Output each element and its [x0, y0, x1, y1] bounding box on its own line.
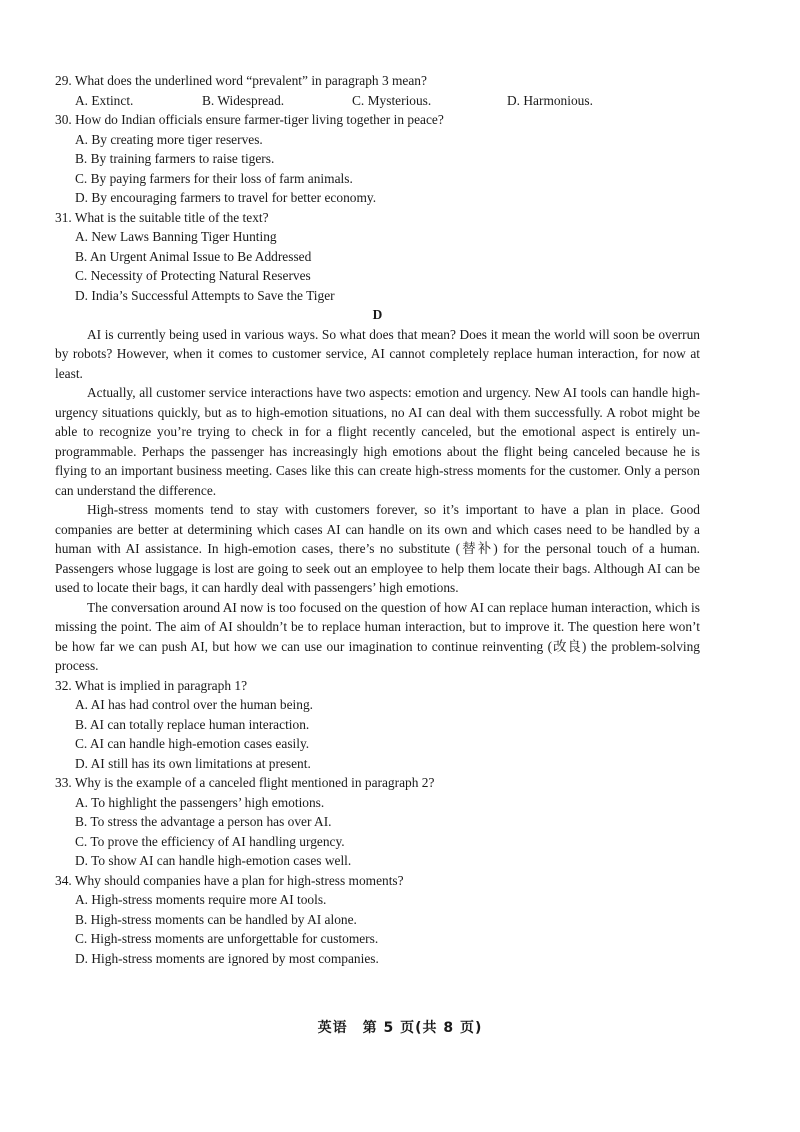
- option-b: B. AI can totally replace human interaction.: [75, 716, 310, 732]
- option-a: A. By creating more tiger reserves.: [75, 131, 263, 147]
- option-a: A. Extinct.: [75, 92, 134, 108]
- option-b: B. An Urgent Animal Issue to Be Addressed: [75, 248, 312, 264]
- question-stem: 29. What does the underlined word “prevalent” in paragraph 3 mean?: [55, 73, 427, 88]
- reading-passage: [55, 325, 700, 676]
- option-d: D. High-stress moments are ignored by most companies.: [75, 950, 379, 966]
- option-d: D. By encouraging farmers to travel for better economy.: [75, 190, 377, 205]
- passage-paragraph-1: AI is currently being used in various ways. So what does that mean? Does it mean the world will soon be overrun by robots? However, when it comes to customer service, AI cannot completely replace human interaction, for now at least.: [55, 326, 700, 381]
- option-c: C. AI can handle high-emotion cases easily.: [75, 736, 310, 751]
- option-d: D. To show AI can handle high-emotion cases well.: [75, 853, 352, 868]
- option-a: A. To highlight the passengers’ high emotions.: [75, 794, 325, 810]
- option-a: A. High-stress moments require more AI tools.: [75, 892, 327, 907]
- question-stem: 33. Why is the example of a canceled flight mentioned in paragraph 2?: [55, 775, 435, 790]
- question-33: [55, 773, 700, 871]
- question-stem: 34. Why should companies have a plan for high-stress moments?: [55, 872, 404, 888]
- option-b: B. High-stress moments can be handled by AI alone.: [75, 911, 357, 927]
- option-d: D. India’s Successful Attempts to Save the Tiger: [75, 287, 335, 303]
- option-c: C. High-stress moments are unforgettable for customers.: [75, 931, 379, 946]
- passage-paragraph-4: The conversation around AI now is too focused on the question of how AI can replace human interaction, which is missing the point. The aim of AI shouldn’t be to replace human interaction, but to improve it. The question here won’t be how far we can push AI, but how we can use our imagination to continue reinventing (改良) the problem-solving process.: [55, 599, 700, 673]
- option-c: C. By paying farmers for their loss of farm animals.: [75, 170, 353, 186]
- passage-paragraph-2: Actually, all customer service interactions have two aspects: emotion and urgency. New AI tools can handle high-urgency situations quickly, but as to high-emotion situations, no AI can deal with them successfully. A robot might be able to recognize you’re trying to check in for a flight recently canceled, but the emotional aspect is entirely un-programmable. Perhaps the passenger has increasingly high emotions about the flight being canceled because he is flying to an important business meeting. Cases like this can create high-stress moments for the customer. Only a person can understand the difference.: [55, 385, 700, 498]
- option-a: A. New Laws Banning Tiger Hunting: [75, 229, 277, 244]
- question-29: [55, 71, 700, 110]
- option-b: B. Widespread.: [202, 92, 285, 108]
- option-b: B. To stress the advantage a person has over AI.: [75, 814, 332, 829]
- question-30: [55, 110, 700, 208]
- question-stem: 32. What is implied in paragraph 1?: [55, 677, 248, 693]
- question-34: [55, 871, 700, 969]
- option-c: C. Mysterious.: [352, 92, 432, 108]
- question-stem: 30. How do Indian officials ensure farmer-tiger living together in peace?: [55, 112, 444, 127]
- option-row: [55, 91, 700, 111]
- question-32: [55, 676, 700, 774]
- question-stem: 31. What is the suitable title of the text?: [55, 209, 269, 225]
- option-d: D. Harmonious.: [507, 92, 593, 108]
- option-d: D. AI still has its own limitations at present.: [75, 755, 311, 771]
- option-b: B. By training farmers to raise tigers.: [75, 151, 275, 166]
- section-heading: D: [372, 307, 383, 322]
- passage-paragraph-3: High-stress moments tend to stay with customers forever, so it’s important to have a plan in place. Good companies are better at determining which cases AI can handle on its own and which cases need to be handled by a human with AI assistance. In high-emotion cases, there’s no substitute (替补) for the personal touch of a human. Passengers whose luggage is lost are going to seek out an employee to help them locate their bags. Although AI can be used to locate their bags, it can hardly deal with passengers’ high emotions.: [55, 502, 700, 595]
- exam-page: [55, 71, 700, 968]
- option-a: A. AI has had control over the human being.: [75, 697, 313, 712]
- option-c: C. Necessity of Protecting Natural Reserves: [75, 268, 311, 283]
- question-31: [55, 208, 700, 306]
- option-c: C. To prove the efficiency of AI handling urgency.: [75, 833, 345, 849]
- page-footer: 英语 第 5 页(共 8 页): [317, 1020, 483, 1036]
